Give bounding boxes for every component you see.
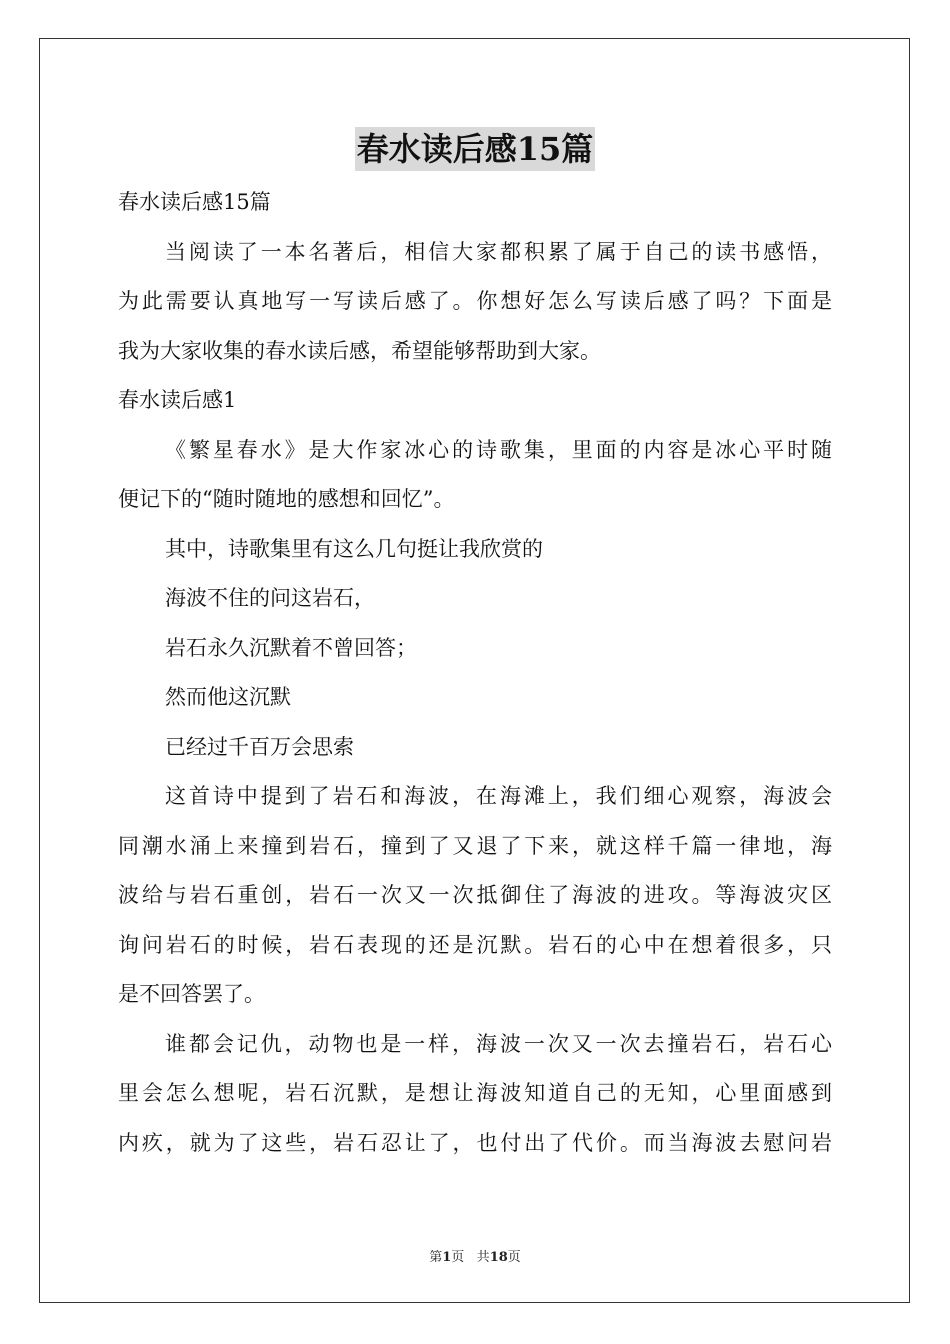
text-line: 春水读后感15篇 [118, 190, 271, 214]
text-line: 岩石永久沉默着不曾回答； [165, 635, 417, 660]
footer-page-suffix: 页 [451, 1250, 465, 1265]
text-line: 询问岩石的时候，岩石表现的还是沉默。岩石的心中在想着很多，只 [118, 932, 832, 957]
text-line: 里会怎么想呢，岩石沉默，是想让海波知道自己的无知，心里面感到 [118, 1081, 832, 1105]
footer-page-prefix: 第 [429, 1250, 443, 1265]
page-footer [0, 1246, 950, 1265]
text-line: 《繁星春水》是大作家冰心的诗歌集，里面的内容是冰心平时随 [165, 437, 832, 462]
text-line: 然而他这沉默 [165, 685, 291, 709]
document-title: 春水读后感15篇 [355, 127, 596, 171]
footer-page-number: 1 [442, 1250, 452, 1265]
text-line: 波给与岩石重创，岩石一次又一次抵御住了海波的进攻。等海波灾区 [118, 883, 832, 907]
text-line: 春水读后感1 [118, 388, 237, 412]
text-line: 已经过千百万会思索 [165, 734, 354, 759]
text-line: 为此需要认真地写一写读后感了。你想好怎么写读后感了吗？下面是 [118, 289, 832, 313]
text-line: 同潮水涌上来撞到岩石，撞到了又退了下来，就这样千篇一律地，海 [118, 833, 832, 858]
text-line: 是不回答罢了。 [118, 982, 265, 1006]
footer-total-pages: 18 [489, 1250, 508, 1265]
text-line: 内疚，就为了这些，岩石忍让了，也付出了代价。而当海波去慰问岩 [118, 1130, 832, 1155]
text-line: 海波不住的问这岩石， [165, 586, 375, 610]
title-container [0, 127, 950, 171]
text-line: 谁都会记仇，动物也是一样，海波一次又一次去撞岩石，岩石心 [165, 1031, 832, 1056]
document-body [118, 178, 832, 1168]
text-line: 我为大家收集的春水读后感，希望能够帮助到大家。 [118, 338, 601, 363]
text-line: 便记下的“随时随地的感想和回忆”。 [118, 487, 455, 511]
footer-total-prefix: 共 [476, 1250, 490, 1265]
text-line: 其中，诗歌集里有这么几句挺让我欣赏的 [165, 536, 543, 561]
footer-total-suffix: 页 [507, 1250, 521, 1265]
text-line: 当阅读了一本名著后，相信大家都积累了属于自己的读书感悟， [165, 239, 832, 264]
text-line: 这首诗中提到了岩石和海波，在海滩上，我们细心观察，海波会 [165, 784, 832, 808]
